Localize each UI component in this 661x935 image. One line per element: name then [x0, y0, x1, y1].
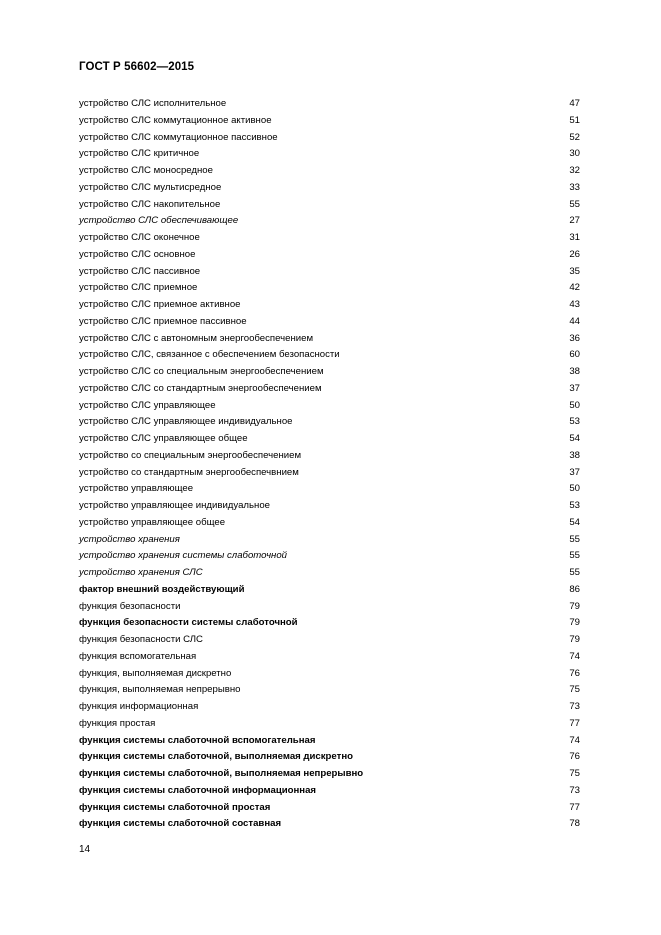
- index-entry: [79, 498, 580, 515]
- index-entry: [79, 146, 580, 163]
- index-term: устройство СЛС исполнительное: [79, 98, 227, 109]
- index-entry: [79, 431, 580, 448]
- index-page-ref: 55: [569, 198, 580, 210]
- index-page-ref: 79: [569, 634, 580, 645]
- index-entry: [79, 414, 580, 431]
- index-page-ref: 74: [569, 650, 580, 662]
- document-header: ГОСТ Р 56602—2015: [79, 61, 195, 73]
- index-entry: [79, 766, 580, 783]
- index-page-ref: 27: [569, 215, 580, 227]
- index-entry: [79, 180, 580, 197]
- index-term: устройство со стандартным энергообеспечвнием: [79, 466, 299, 478]
- index-entry: [79, 716, 580, 733]
- index-entry: [79, 448, 580, 465]
- index-term: устройство СЛС со стандартным энергообеспечением: [79, 382, 322, 394]
- index-entry: [79, 213, 580, 230]
- index-entry: [79, 682, 580, 699]
- index-entry: [79, 582, 580, 599]
- index-entry: [79, 615, 580, 632]
- index-term: устройство со специальным энергообеспечением: [79, 449, 302, 461]
- index-page-ref: 43: [569, 299, 580, 310]
- index-term: функция системы слаботочной информационная: [79, 784, 317, 796]
- index-term: устройство хранения СЛС: [79, 567, 203, 578]
- index-page-ref: 79: [569, 617, 580, 629]
- index-entry: [79, 599, 580, 616]
- index-page-ref: 30: [569, 148, 580, 160]
- index-page-ref: 38: [569, 366, 580, 377]
- index-term: функция системы слаботочной составная: [79, 818, 282, 830]
- index-term: устройство СЛС, связанное с обеспечением безопасности: [79, 349, 340, 361]
- index-term: функция информационная: [79, 701, 199, 712]
- index-term: устройство СЛС приемное: [79, 282, 198, 294]
- index-page-ref: 86: [569, 583, 580, 595]
- index-entry: [79, 347, 580, 364]
- index-page-ref: 47: [569, 98, 580, 109]
- index-term: устройство СЛС приемное активное: [79, 299, 241, 310]
- index-page-ref: 75: [569, 768, 580, 779]
- index-page-ref: 60: [569, 349, 580, 361]
- index-entry: [79, 699, 580, 716]
- index-term: функция, выполняемая непрерывно: [79, 684, 241, 696]
- index-entry: [79, 733, 580, 750]
- index-term: устройство управляющее индивидуальное: [79, 500, 270, 511]
- index-page-ref: 73: [569, 784, 580, 796]
- index-entry: [79, 197, 580, 214]
- index-term: функция системы слаботочной, выполняемая непрерывно: [79, 768, 364, 779]
- index-entry: [79, 96, 580, 113]
- index-term: устройство СЛС коммутационное пассивное: [79, 131, 278, 143]
- index-entry: [79, 632, 580, 649]
- index-page-ref: 76: [569, 751, 580, 763]
- index-entry: [79, 749, 580, 766]
- index-entry: [79, 297, 580, 314]
- index-term: устройство управляющее: [79, 483, 194, 495]
- index-page-ref: 74: [569, 734, 580, 746]
- index-page-ref: 38: [569, 449, 580, 461]
- index-entry: [79, 465, 580, 482]
- index-page-ref: 75: [569, 684, 580, 696]
- index-term: устройство СЛС моносредное: [79, 165, 213, 176]
- index-entry: [79, 163, 580, 180]
- index-page-ref: 26: [569, 248, 580, 260]
- index-term: устройство СЛС оконечное: [79, 232, 200, 243]
- index-term: устройство управляющее общее: [79, 516, 226, 528]
- index-term: функция системы слаботочной вспомогательная: [79, 734, 316, 746]
- index-term: устройство СЛС со специальным энергообеспечением: [79, 366, 324, 377]
- index-page-ref: 42: [569, 282, 580, 294]
- index-page-ref: 32: [569, 165, 580, 176]
- index-page-ref: 79: [569, 600, 580, 612]
- index-entry: [79, 113, 580, 130]
- index-entry: [79, 314, 580, 331]
- index-entry: [79, 515, 580, 532]
- index-entry: [79, 130, 580, 147]
- index-term: устройство хранения системы слаботочной: [79, 550, 287, 562]
- index-term: функция вспомогательная: [79, 650, 197, 662]
- index-page-ref: 76: [569, 667, 580, 679]
- index-term: функция безопасности системы слаботочной: [79, 617, 298, 629]
- index-term: функция безопасности: [79, 600, 181, 612]
- index-entry: [79, 783, 580, 800]
- index-page-ref: 36: [569, 332, 580, 344]
- index-term: устройство СЛС коммутационное активное: [79, 114, 272, 126]
- index-term: функция системы слаботочной простая: [79, 801, 271, 813]
- index-term: устройство СЛС основное: [79, 248, 196, 260]
- index-entry: [79, 800, 580, 817]
- index-entry: [79, 280, 580, 297]
- index-term: фактор внешний воздействующий: [79, 583, 245, 595]
- index-page-ref: 54: [569, 516, 580, 528]
- index-entry: [79, 481, 580, 498]
- index-page-ref: 73: [569, 701, 580, 712]
- index-term: устройство СЛС накопительное: [79, 198, 221, 210]
- index-page-ref: 33: [569, 181, 580, 193]
- index-page-ref: 55: [569, 567, 580, 578]
- index-page-ref: 50: [569, 483, 580, 495]
- index-entry: [79, 666, 580, 683]
- index-term: устройство СЛС управляющее общее: [79, 433, 248, 444]
- index-page-ref: 55: [569, 550, 580, 562]
- index-entry: [79, 381, 580, 398]
- index-entry: [79, 398, 580, 415]
- index-term: устройство СЛС приемное пассивное: [79, 315, 247, 327]
- index-entry: [79, 649, 580, 666]
- index-page-ref: 77: [569, 801, 580, 813]
- index-term: функция системы слаботочной, выполняемая дискретно: [79, 751, 353, 763]
- index-page-ref: 51: [569, 114, 580, 126]
- index-page-ref: 44: [569, 315, 580, 327]
- index-term: устройство СЛС управляющее индивидуальное: [79, 416, 293, 428]
- index-term: функция простая: [79, 717, 156, 729]
- index-page-ref: 37: [569, 382, 580, 394]
- index-entry: [79, 331, 580, 348]
- index-page-ref: 52: [569, 131, 580, 143]
- index-term: устройство СЛС мультисредное: [79, 181, 222, 193]
- index-entry: [79, 548, 580, 565]
- page-number: 14: [79, 844, 91, 855]
- index-entry: [79, 816, 580, 833]
- index-term: устройство СЛС с автономным энергообеспечением: [79, 332, 314, 344]
- index-term: устройство СЛС критичное: [79, 148, 200, 160]
- index-entry: [79, 264, 580, 281]
- index-page-ref: 55: [569, 533, 580, 545]
- index-term: функция, выполняемая дискретно: [79, 667, 232, 679]
- index-page-ref: 78: [569, 818, 580, 830]
- index-term: устройство СЛС управляющее: [79, 399, 216, 411]
- index-entry: [79, 532, 580, 549]
- index-page-ref: 53: [569, 500, 580, 511]
- index-page-ref: 54: [569, 433, 580, 444]
- index-page-ref: 37: [569, 466, 580, 478]
- index-term: устройство хранения: [79, 533, 180, 545]
- index-entry: [79, 247, 580, 264]
- index-page-ref: 31: [569, 232, 580, 243]
- index-entry: [79, 565, 580, 582]
- index-page-ref: 50: [569, 399, 580, 411]
- index-page-ref: 53: [569, 416, 580, 428]
- index-page-ref: 35: [569, 265, 580, 277]
- index-term: функция безопасности СЛС: [79, 634, 203, 645]
- index-page-ref: 77: [569, 717, 580, 729]
- alphabetical-index: [79, 96, 580, 833]
- index-entry: [79, 230, 580, 247]
- index-term: устройство СЛС пассивное: [79, 265, 201, 277]
- index-entry: [79, 364, 580, 381]
- index-term: устройство СЛС обеспечивающее: [79, 215, 239, 227]
